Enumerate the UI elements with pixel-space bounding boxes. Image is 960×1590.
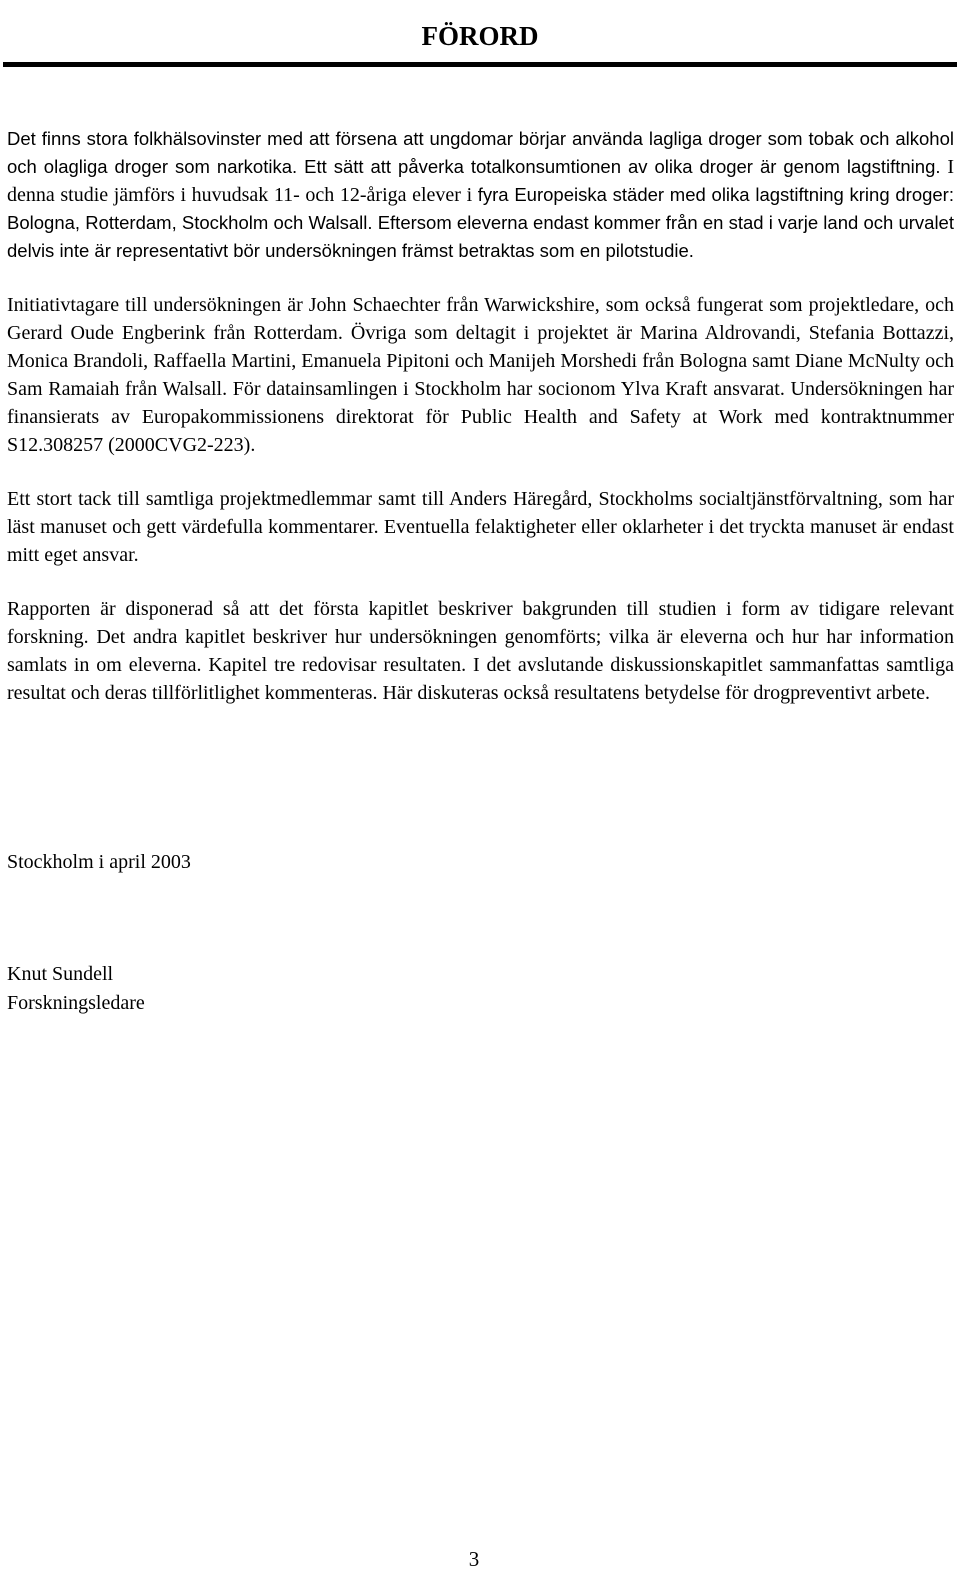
place-date: Stockholm i april 2003 — [7, 851, 191, 873]
page-number: 3 — [468, 1547, 480, 1571]
paragraph-intro — [7, 125, 954, 265]
signature-role: Forskningsledare — [7, 992, 145, 1014]
signature-name: Knut Sundell — [7, 963, 114, 985]
title-divider — [3, 62, 957, 67]
paragraph-outline: Rapporten är disponerad så att det första kapitlet beskriver bakgrunden till studien i form av tidigare relevant forskning. Det andra kapitlet beskriver hur undersökningen genomförts; vilka är eleverna och hur har information samlats in om eleverna. Kapitel tre redovisar resultaten. I det avslutande diskussionskapitlet sammanfattas samtliga resultat och deras tillförlitlighet kommenteras. Här diskuteras också resultatens betydelse för drogpreventivt arbete. — [7, 598, 954, 704]
foreword-body — [7, 125, 954, 707]
paragraph-acknowledgements: Ett stort tack till samtliga projektmedlemmar samt till Anders Häregård, Stockholms socialtjänstförvaltning, som har läst manuset och gett värdefulla kommentarer. Eventuella felaktigheter eller oklarheter i det tryckta manuset är endast mitt eget ansvar. — [7, 488, 954, 566]
signature-block — [7, 960, 145, 1018]
paragraph-intro-serif-part: I denna studie jämförs i huvudsak 11- och 12-åriga elever i — [7, 156, 954, 206]
paragraph-contributors: Initiativtagare till undersökningen är John Schaechter från Warwickshire, som också fungerat som projektledare, och Gerard Oude Engberink från Rotterdam. Övriga som deltagit i projektet är Marina Aldrovandi, Stefania Bottazzi, Monica Brandoli, Raffaella Martini, Emanuela Pipitoni och Manijeh Morshedi från Bologna samt Diane McNulty och Sam Ramaiah från Walsall. För datainsamlingen i Stockholm har socionom Ylva Kraft ansvarat. Undersökningen har finansierats av Europakommissionens direktorat för Public Health and Safety at Work med kontraktnummer S12.308257 (2000CVG2-223). — [7, 294, 954, 456]
paragraph-intro-sans-part-2: fyra Europeiska städer med olika lagstiftning kring droger: Bologna, Rotterdam, Stockholm och Walsall. Eftersom eleverna endast kommer från en stad i varje land och urvalet delvis inte är representativt bör undersökningen främst betraktas som en pilotstudie. — [7, 184, 954, 261]
paragraph-intro-sans-part: Det finns stora folkhälsovinster med att försena att ungdomar börjar använda lagliga droger som tobak och alkohol och olagliga droger som narkotika. Ett sätt att påverka totalkonsumtionen av olika droger är genom lagstiftning. — [7, 128, 954, 177]
page-title: FÖRORD — [421, 21, 539, 52]
